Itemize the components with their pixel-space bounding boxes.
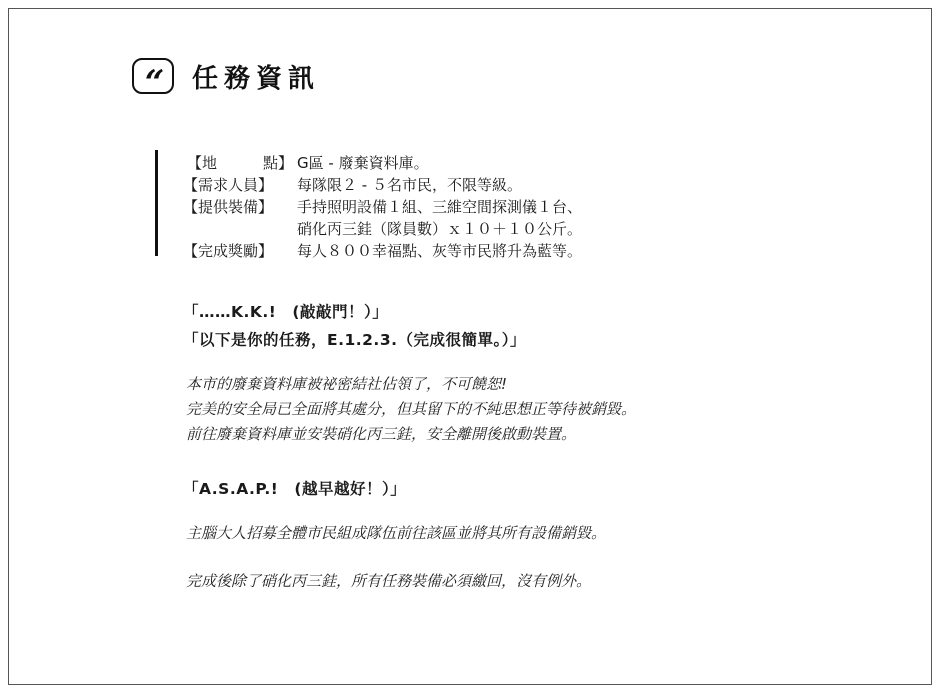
info-label-equipment: 【提供裝備】 xyxy=(183,198,274,216)
info-row-reward xyxy=(183,240,582,262)
info-label-team: 【需求人員】 xyxy=(183,176,274,194)
info-value-team: 每隊限２ - ５名市民，不限等級。 xyxy=(297,176,522,194)
info-row-team xyxy=(183,174,582,196)
accent-bar xyxy=(155,150,158,256)
dialogue-asap: 「A.S.A.P.! (越早越好！）」 xyxy=(183,480,407,498)
quote-icon: “ xyxy=(132,58,174,94)
info-label-location xyxy=(183,152,297,174)
page-title: 任務資訊 xyxy=(192,63,321,94)
narrative-line-2: 完美的安全局已全面將其處分，但其留下的不純思想正等待被銷毀。 xyxy=(186,400,637,418)
info-label-reward: 【完成獎勵】 xyxy=(183,242,274,260)
info-value-location: G區 - 廢棄資料庫。 xyxy=(297,154,429,172)
narrative-line-1: 本市的廢棄資料庫被祕密結社佔領了，不可饒恕! xyxy=(186,375,508,393)
narrative-line-3: 前往廢棄資料庫並安裝硝化丙三銈，安全離開後啟動裝置。 xyxy=(186,425,577,443)
recruit-line: 主腦大人招募全體市民組成隊伍前往該區並將其所有設備銷毀。 xyxy=(186,524,607,542)
info-row-equipment xyxy=(183,196,582,218)
section-header xyxy=(132,56,321,103)
info-value-equipment-cont: 硝化丙三銈（隊員數）ｘ１０＋１０公斤。 xyxy=(297,220,583,238)
dialogue-knock: 「……K.K.! (敲敲門！）」 xyxy=(183,303,389,321)
info-value-equipment: 手持照明設備１組、三維空間探測儀１台、 xyxy=(297,198,583,216)
mission-info xyxy=(183,152,582,262)
info-row-location xyxy=(183,152,582,174)
return-line: 完成後除了硝化丙三銈，所有任務裝備必須繳回，沒有例外。 xyxy=(186,572,592,590)
info-label-location-part1: 【地 xyxy=(187,154,218,172)
info-value-reward: 每人８００幸福點、灰等市民將升為藍等。 xyxy=(297,242,583,260)
dialogue-mission: 「以下是你的任務，E.1.2.3.（完成很簡單。）」 xyxy=(183,331,526,349)
info-label-location-part2: 點】 xyxy=(262,154,293,172)
